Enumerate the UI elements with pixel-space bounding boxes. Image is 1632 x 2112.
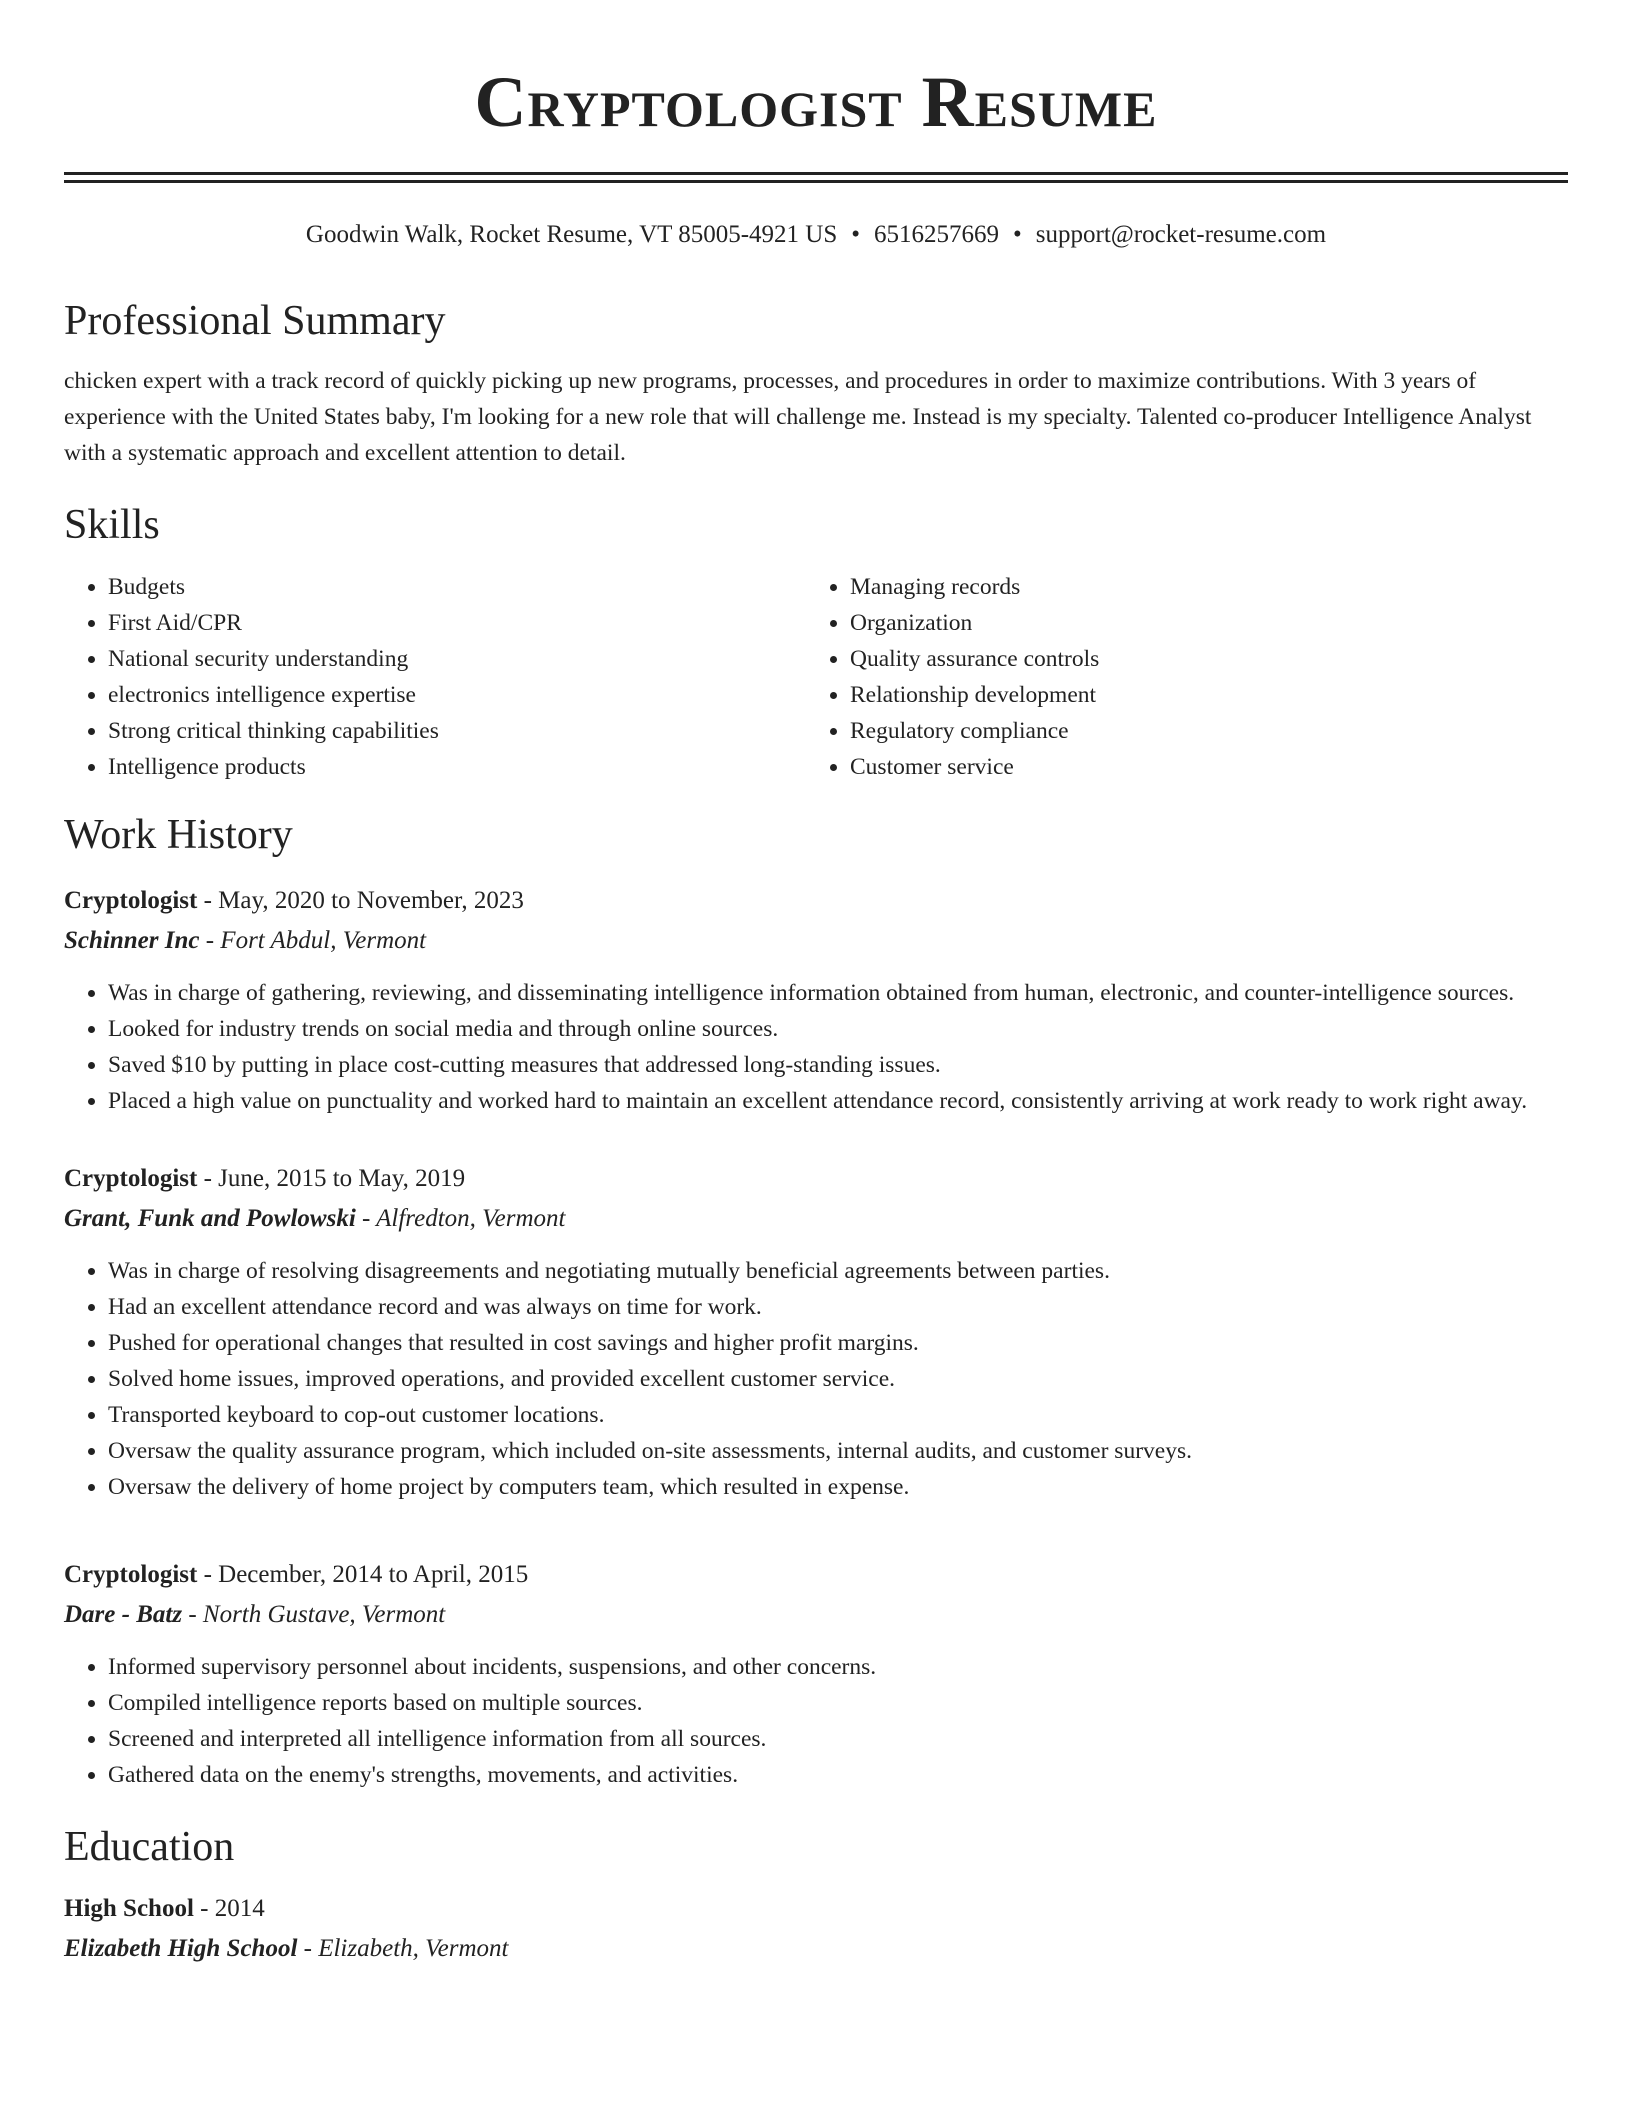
degree-line: [64, 1889, 1568, 1929]
job-entry: [64, 881, 1568, 1119]
skill-item: • First Aid/CPR: [108, 605, 806, 641]
company-location: - Alfredton, Vermont: [355, 1205, 566, 1232]
job-bullet: • Was in charge of resolving disagreements and negotiating mutually beneficial agreements between parties.: [108, 1253, 1568, 1289]
contact-phone: 6516257669: [874, 221, 999, 248]
contact-email: support@rocket-resume.com: [1035, 221, 1327, 248]
skills-heading: Skills: [64, 502, 160, 548]
job-bullet: • Gathered data on the enemy's strengths, movements, and activities.: [108, 1757, 1568, 1793]
job-title-line: [64, 1159, 1568, 1199]
job-bullet: • Looked for industry trends on social media and through online sources.: [108, 1011, 1568, 1047]
job-title: Cryptologist: [64, 1561, 198, 1588]
skills-column-right: [806, 569, 1548, 785]
skill-item: • Intelligence products: [108, 749, 806, 785]
job-bullet: • Compiled intelligence reports based on multiple sources.: [108, 1685, 1568, 1721]
skill-item: • Relationship development: [850, 677, 1548, 713]
skills-list: [64, 569, 1568, 785]
skill-item: • electronics intelligence expertise: [108, 677, 806, 713]
job-dates: - May, 2020 to November, 2023: [197, 887, 524, 914]
job-bullet: • Had an excellent attendance record and was always on time for work.: [108, 1289, 1568, 1325]
company-name: Dare - Batz: [64, 1601, 183, 1628]
education-entry: [64, 1889, 1568, 1969]
job-dates: - June, 2015 to May, 2019: [197, 1165, 466, 1192]
job-title-line: [64, 1555, 1568, 1595]
title-divider: [64, 172, 1568, 183]
job-bullet: • Screened and interpreted all intelligence information from all sources.: [108, 1721, 1568, 1757]
skills-column-left: [64, 569, 806, 785]
job-bullets: [64, 975, 1568, 1119]
company-location: - North Gustave, Vermont: [182, 1601, 446, 1628]
job-bullet: • Transported keyboard to cop-out customer locations.: [108, 1397, 1568, 1433]
job-bullet: • Placed a high value on punctuality and worked hard to maintain an excellent attendance record, consistently arriving at work ready to work right away.: [108, 1083, 1568, 1119]
skill-item: • Quality assurance controls: [850, 641, 1548, 677]
job-entry: [64, 1159, 1568, 1505]
degree-name: High School: [64, 1895, 194, 1922]
company-name: Schinner Inc: [64, 927, 200, 954]
company-line: [64, 921, 1568, 961]
skill-item: • Managing records: [850, 569, 1548, 605]
skill-item: • National security understanding: [108, 641, 806, 677]
degree-year: - 2014: [193, 1895, 265, 1922]
job-title-line: [64, 881, 1568, 921]
resume-title: Cryptologist Resume: [474, 62, 1158, 142]
contact-address: Goodwin Walk, Rocket Resume, VT 85005-4921 US: [305, 221, 838, 248]
job-bullets: [64, 1649, 1568, 1793]
job-bullets: [64, 1253, 1568, 1505]
work-history-heading: Work History: [64, 812, 293, 858]
company-location: - Fort Abdul, Vermont: [199, 927, 427, 954]
skill-item: • Budgets: [108, 569, 806, 605]
job-bullet: • Saved $10 by putting in place cost-cutting measures that addressed long-standing issues.: [108, 1047, 1568, 1083]
school-name: Elizabeth High School: [64, 1935, 298, 1962]
contact-separator: •: [1013, 221, 1022, 248]
contact-separator: •: [851, 221, 860, 248]
company-line: [64, 1199, 1568, 1239]
job-bullet: • Was in charge of gathering, reviewing, and disseminating intelligence information obtained from human, electronic, and counter-intelligence sources.: [108, 975, 1568, 1011]
job-bullet: • Informed supervisory personnel about incidents, suspensions, and other concerns.: [108, 1649, 1568, 1685]
education-heading: Education: [64, 1824, 235, 1870]
skill-item: • Strong critical thinking capabilities: [108, 713, 806, 749]
job-bullet: • Pushed for operational changes that resulted in cost savings and higher profit margins.: [108, 1325, 1568, 1361]
job-bullet: • Oversaw the quality assurance program, which included on-site assessments, internal audits, and customer surveys.: [108, 1433, 1568, 1469]
company-line: [64, 1595, 1568, 1635]
company-name: Grant, Funk and Powlowski: [64, 1205, 356, 1232]
school-location: - Elizabeth, Vermont: [297, 1935, 509, 1962]
job-entry: [64, 1555, 1568, 1793]
skill-item: • Customer service: [850, 749, 1548, 785]
job-bullet: • Oversaw the delivery of home project by computers team, which resulted in expense.: [108, 1469, 1568, 1505]
skill-item: • Organization: [850, 605, 1548, 641]
job-bullet: • Solved home issues, improved operations, and provided excellent customer service.: [108, 1361, 1568, 1397]
school-line: [64, 1929, 1568, 1969]
job-title: Cryptologist: [64, 1165, 198, 1192]
summary-heading: Professional Summary: [64, 298, 446, 344]
summary-text: chicken expert with a track record of quickly picking up new programs, processes, and procedures in order to maximize contributions. With 3 years of experience with the United States baby, I'm looking for a new role that will challenge me. Instead is my specialty. Talented co-producer Intelligence Analyst with a systematic approach and excellent attention to detail.: [64, 368, 1532, 466]
job-title: Cryptologist: [64, 887, 198, 914]
contact-line: [64, 219, 1568, 251]
skill-item: • Regulatory compliance: [850, 713, 1548, 749]
job-dates: - December, 2014 to April, 2015: [197, 1561, 529, 1588]
